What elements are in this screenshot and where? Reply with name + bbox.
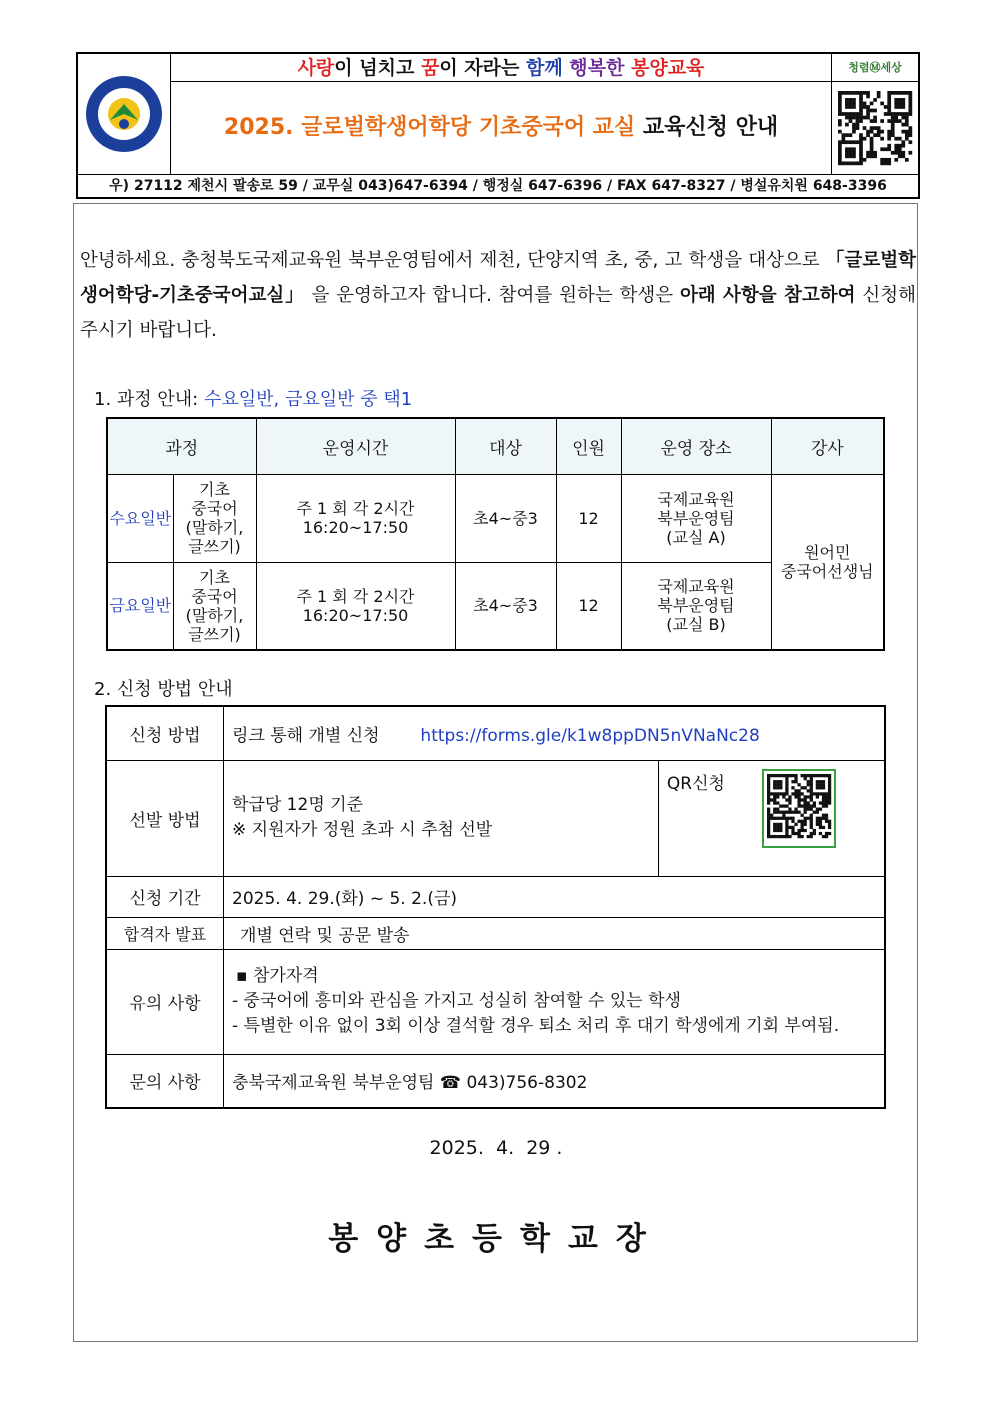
course-name: 기초 중국어 (말하기, 글쓰기) <box>173 474 256 562</box>
slogan-part: 이 넘치고 <box>334 57 421 79</box>
slogan-part: 봉양교육 <box>630 57 705 79</box>
header-qr-code[interactable] <box>831 82 918 174</box>
qr-cell <box>658 760 885 876</box>
qr-label: QR신청 <box>666 773 725 794</box>
apply-label: 신청 방법 <box>106 706 224 760</box>
select-cell <box>224 760 659 876</box>
apply-cell <box>224 706 885 760</box>
page-title: 2025. 글로벌학생어학당 기초중국어 교실 교육신청 안내 <box>223 115 779 140</box>
course-name: 기초 중국어 (말하기, 글쓰기) <box>173 562 256 650</box>
section-1-title: 1. 과정 안내: 수요일반, 금요일반 중 택1 <box>94 389 413 410</box>
count: 12 <box>556 474 621 562</box>
class-name: 금요일반 <box>107 562 173 650</box>
place: 국제교육원 북부운영팀 (교실 A) <box>621 474 771 562</box>
col-header-teacher: 강사 <box>771 418 884 474</box>
apply-link[interactable]: https://forms.gle/k1w8ppDN5nVNaNc28 <box>420 725 760 746</box>
table-row <box>107 562 884 650</box>
target: 초4~중3 <box>455 562 556 650</box>
section-2-title: 2. 신청 방법 안내 <box>94 679 233 700</box>
integrity-brand: 청렴Ⓜ세상 <box>831 54 918 82</box>
notes-label: 유의 사항 <box>106 949 224 1054</box>
teacher: 원어민 중국어선생님 <box>771 474 884 650</box>
intro-paragraph: 안녕하세요. 충청북도국제교육원 북부운영팀에서 제천, 단양지역 초, 중, 고 학생을 대상으로 「글로벌학생어학당-기초중국어교실」 을 운영하고자 합니다. 참여를 원하는 학생은 아래 사항을 참고하여 신청해 주시기 바랍니다. <box>80 250 916 341</box>
period-value: 2025. 4. 29.(화) ~ 5. 2.(금) <box>224 876 885 917</box>
notes-cell <box>224 949 885 1054</box>
contact-label: 문의 사항 <box>106 1054 224 1108</box>
document-date: 2025. 4. 29 . <box>429 1137 563 1159</box>
col-header-time: 운영시간 <box>256 418 455 474</box>
col-header-place: 운영 장소 <box>621 418 771 474</box>
contact-value: 충북국제교육원 북부운영팀 ☎ 043)756-8302 <box>224 1054 885 1108</box>
application-table <box>105 705 886 1109</box>
school-address: 우) 27112 제천시 팔송로 59 / 교무실 043)647-6394 / 행정실 647-6396 / FAX 647-8327 / 병설유치원 648-3396 <box>78 174 918 197</box>
notes-item-1: - 중국어에 흥미와 관심을 가지고 성실히 참여할 수 있는 학생 <box>232 991 681 1011</box>
select-line-2: ※ 지원자가 정원 초과 시 추첨 선발 <box>232 820 493 840</box>
slogan <box>171 54 831 82</box>
col-header-count: 인원 <box>556 418 621 474</box>
apply-text: 링크 통해 개별 신청 <box>232 725 380 746</box>
slogan-part: 사랑 <box>297 57 335 79</box>
announce-label: 합격자 발표 <box>106 917 224 949</box>
col-header-course: 과정 <box>107 418 256 474</box>
select-label: 선발 방법 <box>106 760 224 876</box>
course-table <box>106 417 885 651</box>
notes-item-2: - 특별한 이유 없이 3회 이상 결석할 경우 퇴소 처리 후 대기 학생에게 기회 부여됨. <box>232 1016 840 1036</box>
table-row <box>107 474 884 562</box>
count: 12 <box>556 562 621 650</box>
run-time: 주 1 회 각 2시간 16:20~17:50 <box>256 474 455 562</box>
col-header-target: 대상 <box>455 418 556 474</box>
letterhead <box>76 52 920 199</box>
select-line-1: 학급당 12명 기준 <box>232 795 363 815</box>
run-time: 주 1 회 각 2시간 16:20~17:50 <box>256 562 455 650</box>
slogan-part: 이 자라는 <box>439 57 526 79</box>
target: 초4~중3 <box>455 474 556 562</box>
school-logo <box>78 54 171 174</box>
slogan-part: 함께 <box>525 57 570 79</box>
class-name: 수요일반 <box>107 474 173 562</box>
slogan-part: 꿈 <box>420 57 440 79</box>
announce-value: 개별 연락 및 공문 발송 <box>224 917 885 949</box>
notes-head: ▪ 참가자격 <box>236 966 319 986</box>
place: 국제교육원 북부운영팀 (교실 B) <box>621 562 771 650</box>
slogan-part: 행복한 <box>569 57 631 79</box>
period-label: 신청 기간 <box>106 876 224 917</box>
signature: 봉양초등학교장 <box>328 1221 664 1257</box>
apply-qr-code[interactable] <box>762 769 836 848</box>
